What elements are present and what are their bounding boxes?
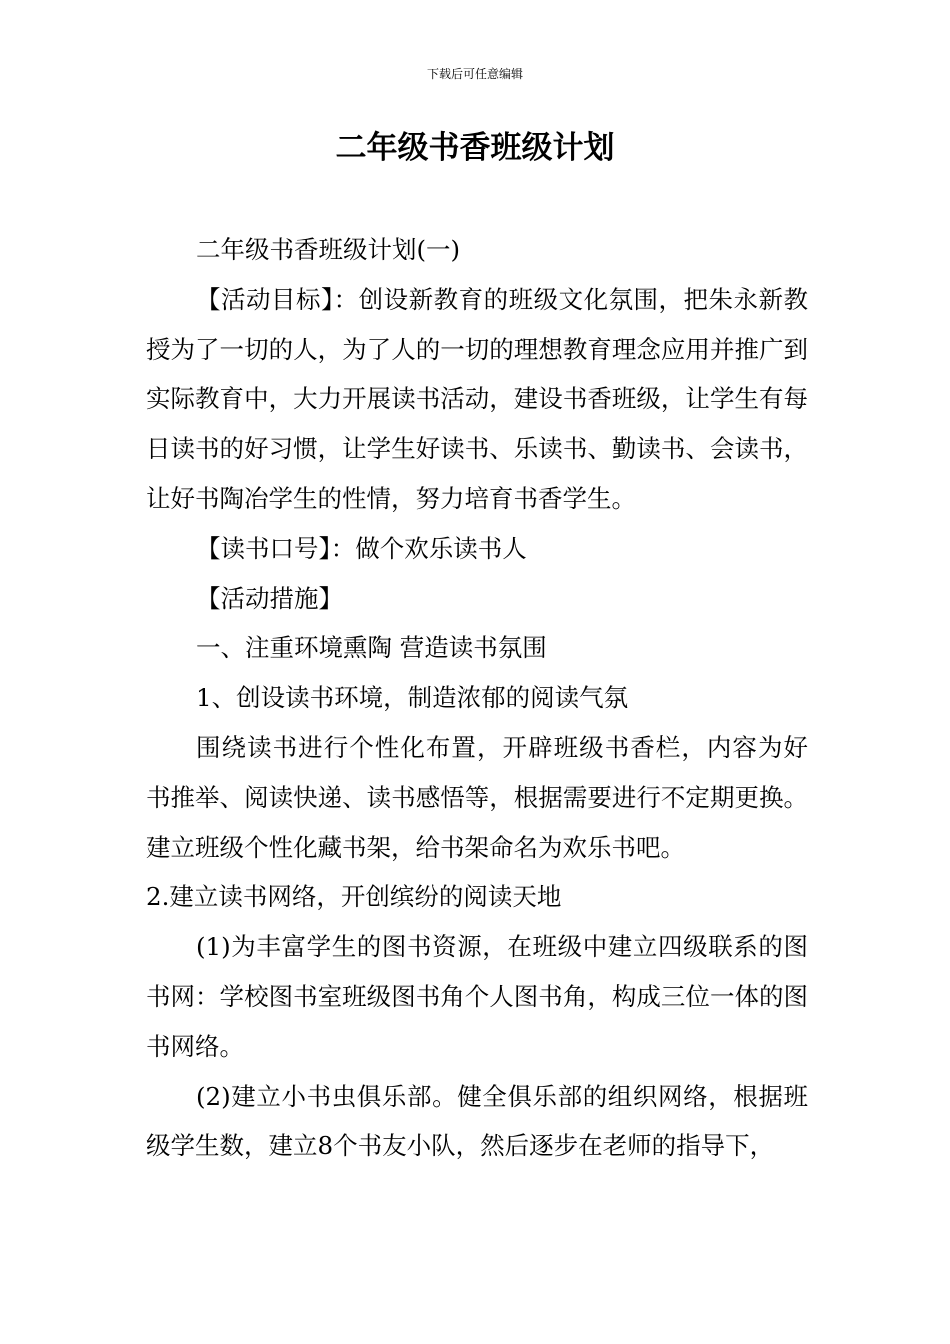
paragraph-activity-goal: 【活动目标】：创设新教育的班级文化氛围，把朱永新教授为了一切的人，为了人的一切的理想教育理念应用并推广到实际教育中，大力开展读书活动，建设书香班级，让学生有每日读书的好习惯，让学生好读书、乐读书、勤读书、会读书，让好书陶冶学生的性情，努力培育书香学生。 <box>146 284 808 513</box>
document-body <box>146 225 808 1171</box>
paragraph-book-network: (1)为丰富学生的图书资源，在班级中建立四级联系的图书网：学校图书室班级图书角个人图书角，构成三位一体的图书网络。 <box>146 932 808 1061</box>
subheading-reading-environment: 1、创设读书环境，制造浓郁的阅读气氛 <box>196 683 629 713</box>
paragraph-activity-measures: 【活动措施】 <box>196 583 343 613</box>
paragraph-reading-slogan: 【读书口号】：做个欢乐读书人 <box>196 533 527 563</box>
document-title: 二年级书香班级计划 <box>335 130 615 166</box>
header-note: 下载后可任意编辑 <box>426 67 523 81</box>
paragraph-class-decoration: 围绕读书进行个性化布置，开辟班级书香栏，内容为好书推举、阅读快递、读书感悟等，根据需要进行不定期更换。建立班级个性化藏书架，给书架命名为欢乐书吧。 <box>146 732 808 862</box>
paragraph-bookworm-club: (2)建立小书虫俱乐部。健全俱乐部的组织网络，根据班级学生数，建立8个书友小队，然后逐步在老师的指导下， <box>146 1081 808 1161</box>
section-heading-environment: 一、注重环境熏陶 营造读书氛围 <box>196 633 547 663</box>
subheading-reading-network: 2.建立读书网络，开创缤纷的阅读天地 <box>146 882 562 912</box>
paragraph-subtitle: 二年级书香班级计划(一) <box>196 235 461 264</box>
